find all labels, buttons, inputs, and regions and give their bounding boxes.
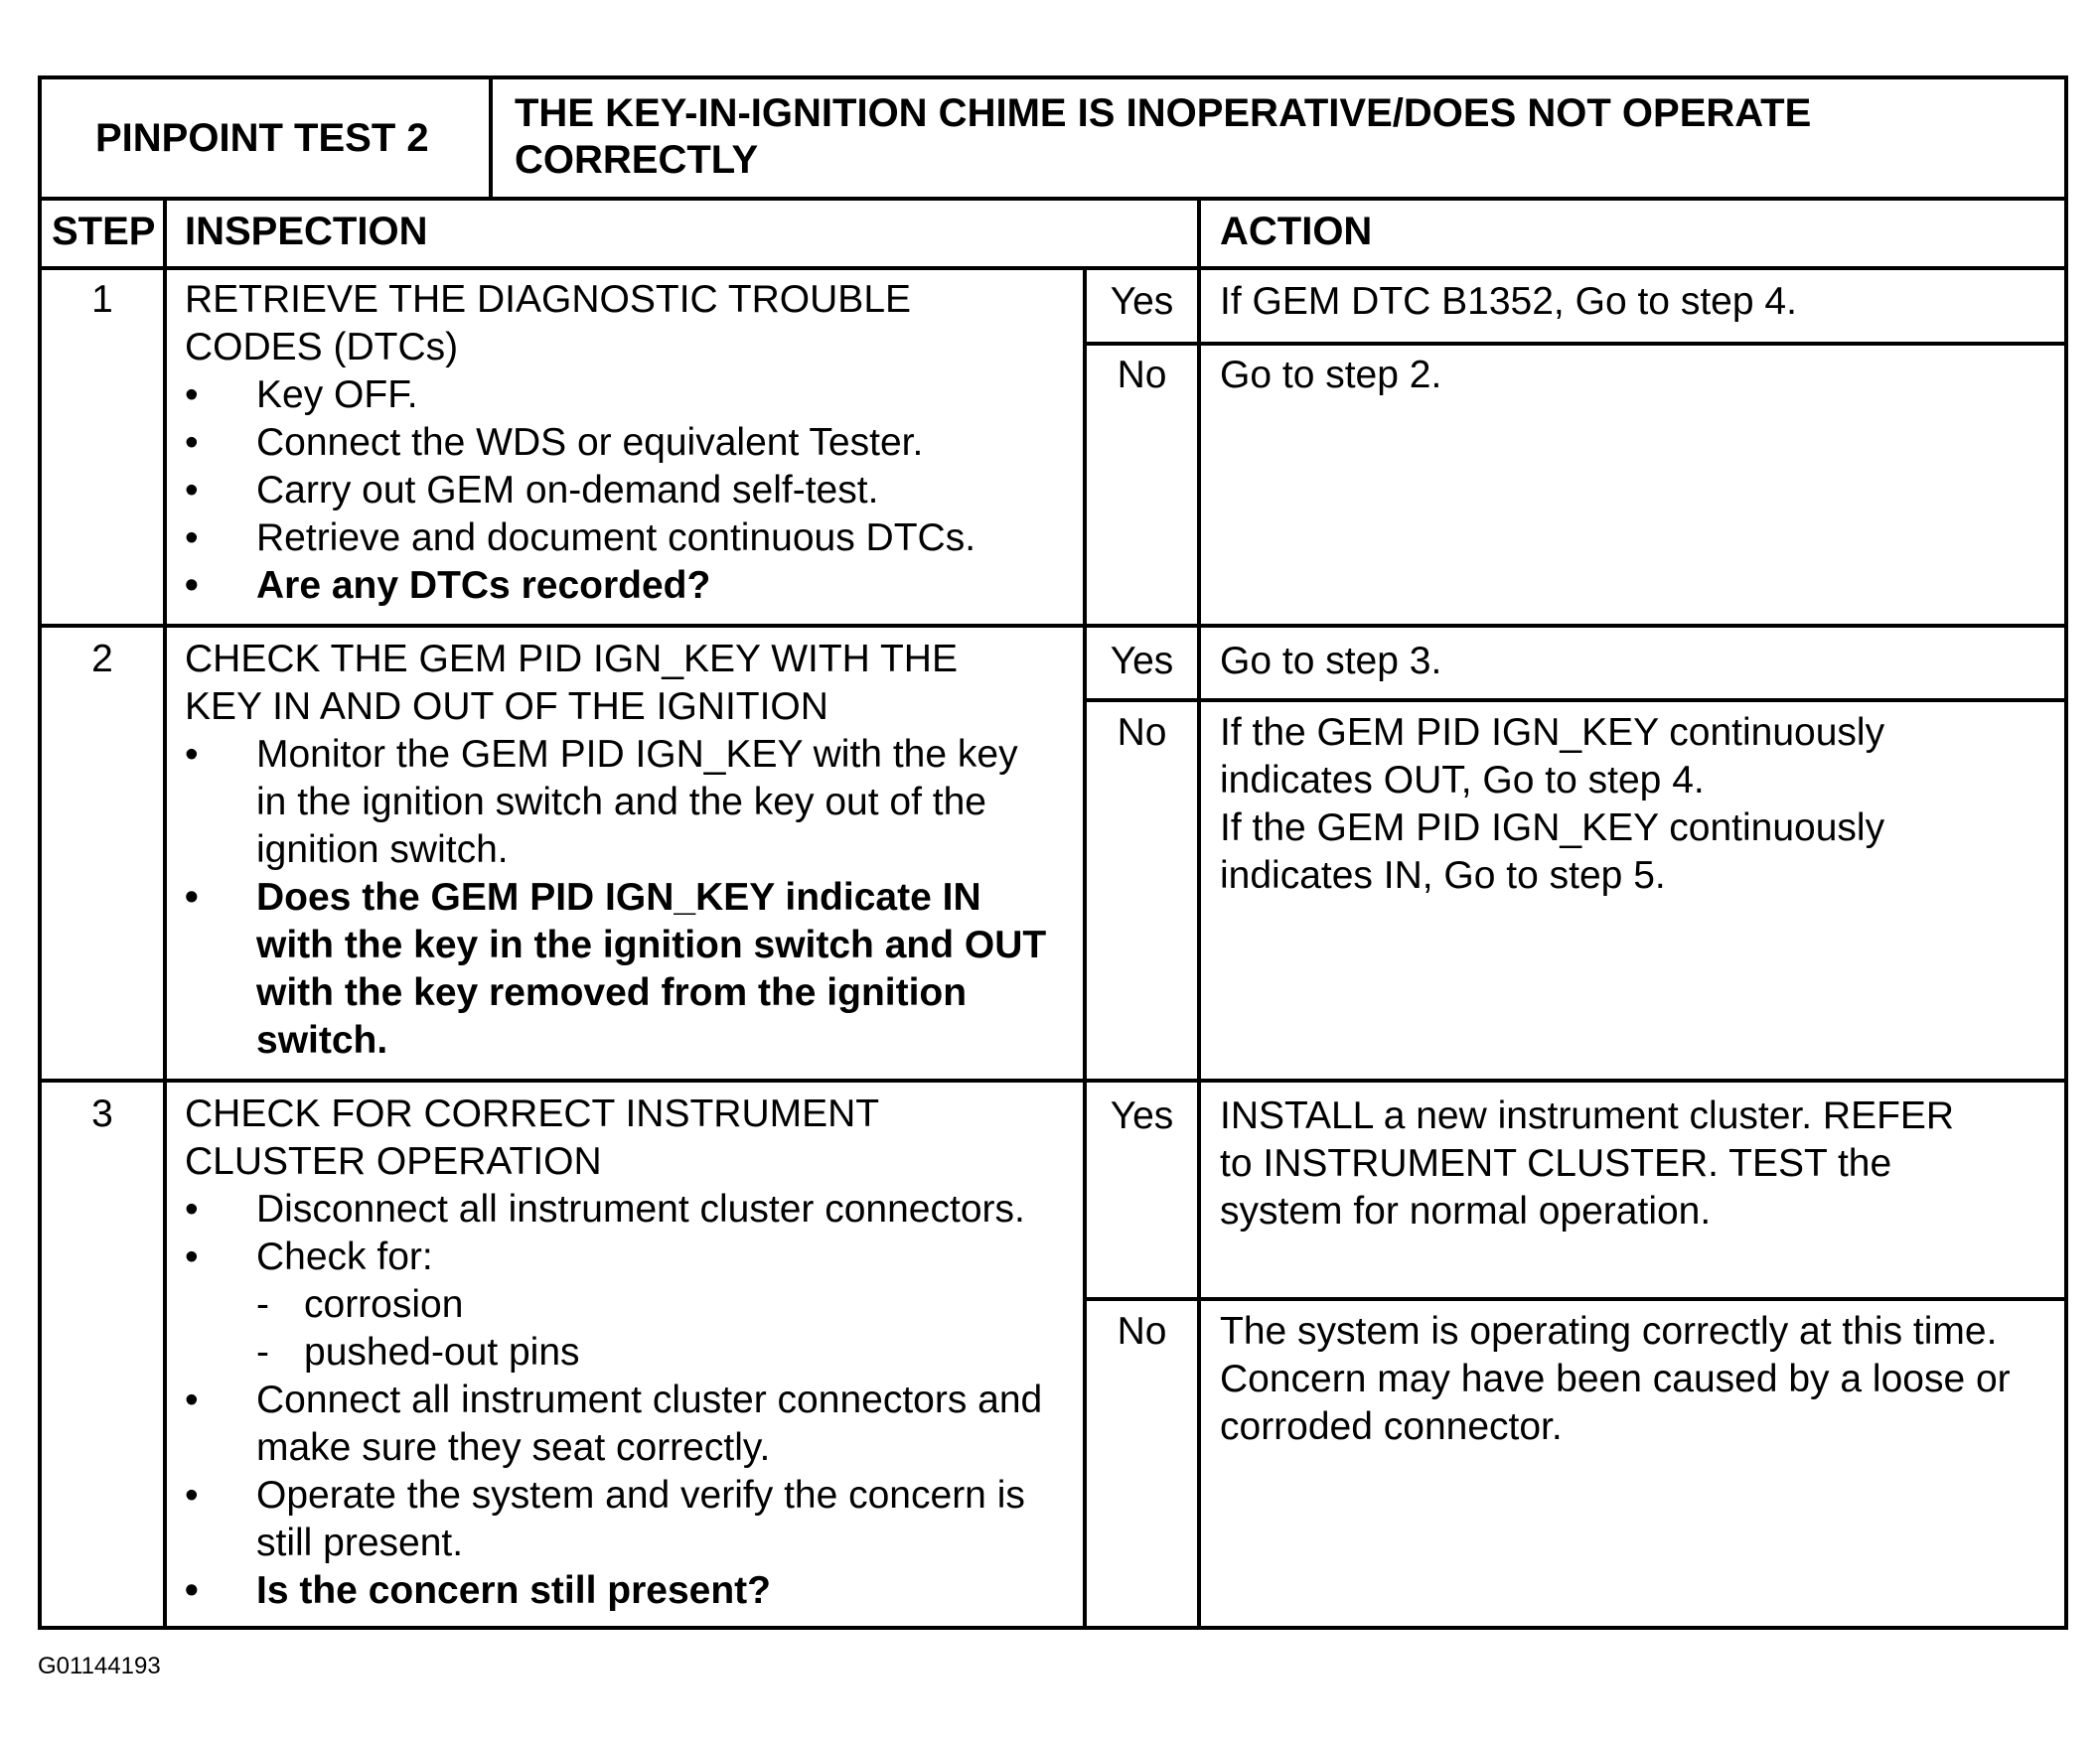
bullet-icon: • <box>185 564 199 607</box>
list-item-continued: make sure they seat correctly. <box>256 1426 771 1469</box>
rule-below-row1 <box>42 624 2064 628</box>
inspection-list <box>185 731 1046 1065</box>
no-action-line1: The system is operating correctly at this time. <box>1220 1310 1998 1353</box>
dash-icon: - <box>256 1283 269 1326</box>
step-number: 1 <box>91 278 113 321</box>
sub-list-item: - pushed-out pins <box>185 1329 1042 1377</box>
rule-row2-yes-no <box>1083 698 2064 702</box>
list-item: • Operate the system and verify the concern is <box>185 1472 1042 1520</box>
list-item-continued: ignition switch. <box>256 828 509 871</box>
yes-label: Yes <box>1110 640 1174 682</box>
pinpoint-test-table <box>38 75 2068 1630</box>
bullet-icon: • <box>185 1236 199 1278</box>
list-item-continued: with the key removed from the ignition <box>256 971 968 1014</box>
sub-list-item: - corrosion <box>185 1281 1042 1329</box>
step-heading-line1: CHECK THE GEM PID IGN_KEY WITH THE <box>185 638 958 680</box>
test-title-line1: THE KEY-IN-IGNITION CHIME IS INOPERATIVE/DOES NOT OPERATE <box>515 91 1812 135</box>
no-action: Go to step 2. <box>1220 354 1442 396</box>
no-label: No <box>1117 1310 1167 1353</box>
inspection-column-header: INSPECTION <box>185 210 428 253</box>
inspection-list <box>185 371 975 610</box>
test-label: PINPOINT TEST 2 <box>95 116 429 160</box>
list-item: • Retrieve and document continuous DTCs. <box>185 514 975 562</box>
yes-label: Yes <box>1110 1094 1174 1137</box>
yes-action-line1: INSTALL a new instrument cluster. REFER <box>1220 1094 1955 1137</box>
test-title-line2: CORRECTLY <box>515 138 759 182</box>
rule-title-divider <box>489 79 493 197</box>
step-heading-line1: CHECK FOR CORRECT INSTRUMENT <box>185 1092 880 1135</box>
rule-step-column <box>163 197 167 1626</box>
bullet-icon: • <box>185 733 199 776</box>
list-item-question: • Is the concern still present? <box>185 1567 1042 1615</box>
rule-below-row2 <box>42 1079 2064 1083</box>
step-column-header: STEP <box>52 210 156 253</box>
no-action-line3: corroded connector. <box>1220 1405 1563 1448</box>
list-item-continued: with the key in the ignition switch and OUT <box>256 924 1047 966</box>
no-label: No <box>1117 711 1167 754</box>
bullet-icon: • <box>185 469 199 511</box>
step-number: 3 <box>91 1092 113 1135</box>
bullet-icon: • <box>185 516 199 559</box>
bullet-icon: • <box>185 1379 199 1421</box>
rule-yes-no-column <box>1083 266 1087 1626</box>
rule-action-column <box>1197 197 1201 1626</box>
no-action-line2: indicates OUT, Go to step 4. <box>1220 759 1705 801</box>
list-item: • Carry out GEM on-demand self-test. <box>185 467 975 514</box>
step-heading-line2: CODES (DTCs) <box>185 326 459 368</box>
list-item: • Connect the WDS or equivalent Tester. <box>185 419 975 467</box>
no-action-line2: Concern may have been caused by a loose or <box>1220 1358 2011 1400</box>
list-item: • Disconnect all instrument cluster connectors. <box>185 1186 1042 1234</box>
list-item-continued: in the ignition switch and the key out of the <box>256 781 986 823</box>
no-action-line1: If the GEM PID IGN_KEY continuously <box>1220 711 1885 754</box>
step-heading-line1: RETRIEVE THE DIAGNOSTIC TROUBLE <box>185 278 912 321</box>
list-item-question: • Are any DTCs recorded? <box>185 562 975 610</box>
no-action-line4: indicates IN, Go to step 5. <box>1220 854 1666 897</box>
list-item: • Monitor the GEM PID IGN_KEY with the key <box>185 731 1046 779</box>
rule-row1-yes-no <box>1083 342 2064 346</box>
bullet-icon: • <box>185 373 199 416</box>
rule-below-column-headers <box>42 266 2064 270</box>
bullet-icon: • <box>185 1569 199 1612</box>
list-item: • Connect all instrument cluster connectors and <box>185 1377 1042 1424</box>
list-item-continued: still present. <box>256 1522 464 1564</box>
step-heading-line2: KEY IN AND OUT OF THE IGNITION <box>185 685 828 728</box>
inspection-list <box>185 1186 1042 1615</box>
no-label: No <box>1117 354 1167 396</box>
step-heading-line2: CLUSTER OPERATION <box>185 1140 602 1183</box>
list-item: • Key OFF. <box>185 371 975 419</box>
rule-below-title <box>42 197 2064 201</box>
yes-action: If GEM DTC B1352, Go to step 4. <box>1220 280 1797 323</box>
list-item-question: • Does the GEM PID IGN_KEY indicate IN <box>185 874 1046 922</box>
yes-action-line3: system for normal operation. <box>1220 1190 1712 1233</box>
dash-icon: - <box>256 1331 269 1374</box>
action-column-header: ACTION <box>1220 210 1373 253</box>
list-item-continued: switch. <box>256 1019 388 1062</box>
yes-action-line2: to INSTRUMENT CLUSTER. TEST the <box>1220 1142 1892 1185</box>
bullet-icon: • <box>185 876 199 919</box>
bullet-icon: • <box>185 1474 199 1517</box>
rule-row3-yes-no <box>1083 1297 2064 1301</box>
no-action-line3: If the GEM PID IGN_KEY continuously <box>1220 806 1885 849</box>
yes-action: Go to step 3. <box>1220 640 1442 682</box>
step-number: 2 <box>91 638 113 680</box>
bullet-icon: • <box>185 1188 199 1231</box>
list-item: • Check for: <box>185 1234 1042 1281</box>
bullet-icon: • <box>185 421 199 464</box>
yes-label: Yes <box>1110 280 1174 323</box>
figure-id: G01144193 <box>38 1653 161 1679</box>
